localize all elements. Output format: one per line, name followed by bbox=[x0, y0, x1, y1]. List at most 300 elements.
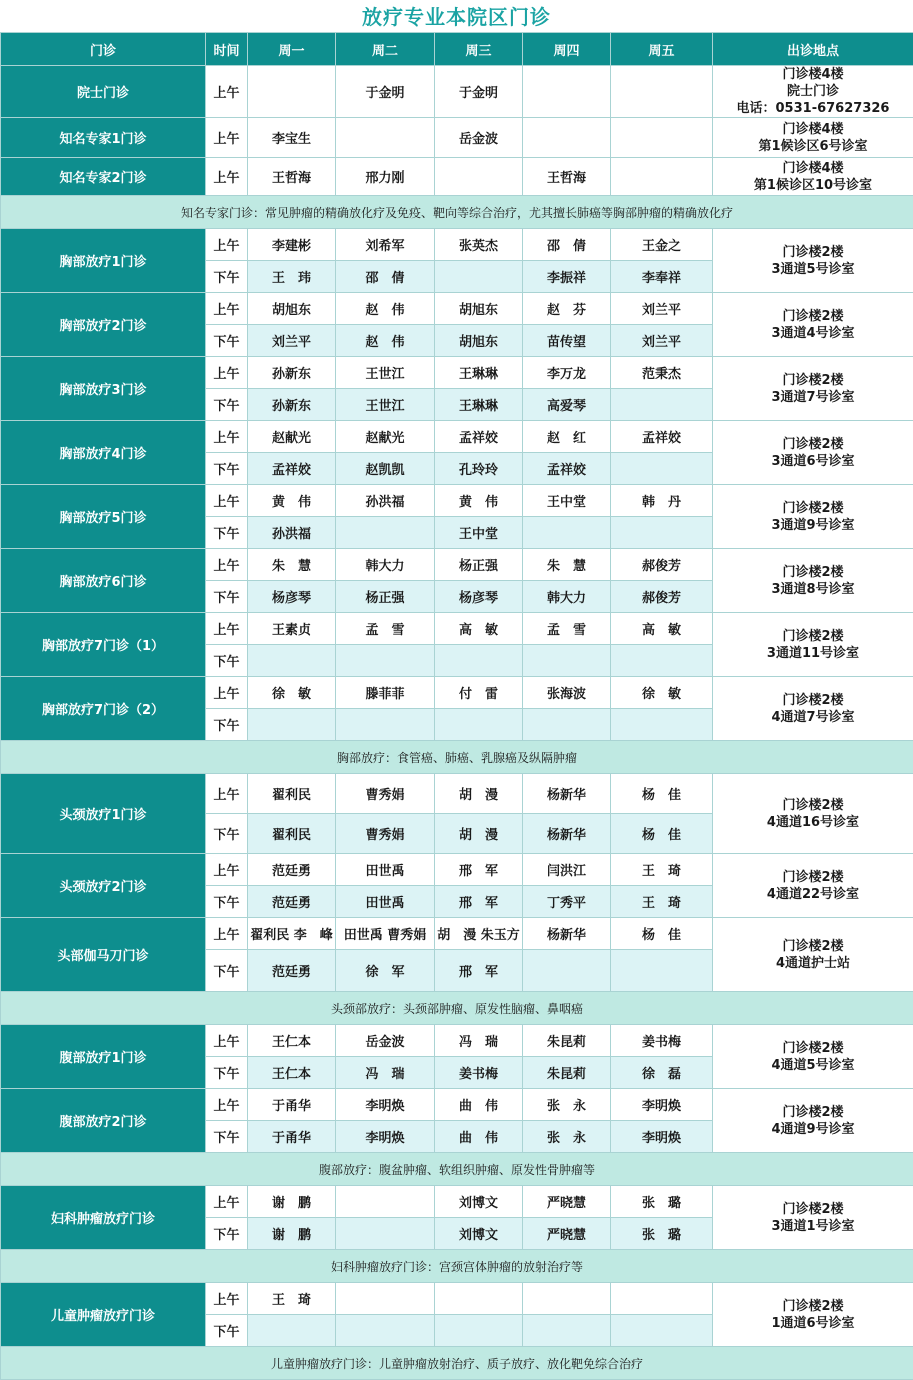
clinic-location bbox=[713, 549, 913, 613]
location-line: 4通道22号诊室 bbox=[713, 886, 913, 903]
session-time: 下午 bbox=[206, 950, 248, 992]
table-row bbox=[1, 229, 913, 261]
doctor-cell: 孙新东 bbox=[248, 357, 336, 389]
doctor-cell: 赵献光 bbox=[248, 421, 336, 453]
header-time: 时间 bbox=[206, 33, 248, 66]
doctor-cell bbox=[523, 950, 611, 992]
doctor-cell: 孟祥姣 bbox=[435, 421, 523, 453]
doctor-cell: 于金明 bbox=[336, 66, 435, 118]
doctor-cell: 杨新华 bbox=[523, 814, 611, 854]
doctor-cell: 刘兰平 bbox=[611, 293, 713, 325]
doctor-cell: 邢 军 bbox=[435, 950, 523, 992]
doctor-cell: 李明焕 bbox=[336, 1089, 435, 1121]
clinic-location bbox=[713, 854, 913, 918]
doctor-cell bbox=[611, 645, 713, 677]
doctor-cell: 王 琦 bbox=[248, 1283, 336, 1315]
location-line: 4通道护士站 bbox=[713, 955, 913, 972]
doctor-cell bbox=[523, 517, 611, 549]
doctor-cell: 丁秀平 bbox=[523, 886, 611, 918]
location-line: 3通道5号诊室 bbox=[713, 261, 913, 278]
session-time: 上午 bbox=[206, 918, 248, 950]
clinic-name: 胸部放疗7门诊（1） bbox=[1, 613, 206, 677]
location-line: 第1候诊区10号诊室 bbox=[713, 177, 913, 194]
doctor-cell: 姜书梅 bbox=[611, 1025, 713, 1057]
doctor-cell bbox=[611, 389, 713, 421]
clinic-location bbox=[713, 613, 913, 677]
header-clinic: 门诊 bbox=[1, 33, 206, 66]
table-row bbox=[1, 774, 913, 814]
clinic-name: 腹部放疗1门诊 bbox=[1, 1025, 206, 1089]
doctor-cell: 李万龙 bbox=[523, 357, 611, 389]
table-row bbox=[1, 293, 913, 325]
doctor-cell: 田世禹 bbox=[336, 854, 435, 886]
location-line: 门诊楼2楼 bbox=[713, 869, 913, 886]
doctor-cell: 高 敏 bbox=[611, 613, 713, 645]
doctor-cell bbox=[435, 645, 523, 677]
session-time: 上午 bbox=[206, 854, 248, 886]
doctor-cell: 闫洪江 bbox=[523, 854, 611, 886]
doctor-cell: 朱昆莉 bbox=[523, 1057, 611, 1089]
session-time: 上午 bbox=[206, 1283, 248, 1315]
location-line: 门诊楼2楼 bbox=[713, 500, 913, 517]
session-time: 上午 bbox=[206, 677, 248, 709]
table-row bbox=[1, 485, 913, 517]
doctor-cell: 邢 军 bbox=[435, 886, 523, 918]
location-line: 3通道6号诊室 bbox=[713, 453, 913, 470]
doctor-cell: 于甬华 bbox=[248, 1121, 336, 1153]
doctor-cell: 田世禹 bbox=[336, 886, 435, 918]
doctor-cell bbox=[611, 118, 713, 158]
session-time: 下午 bbox=[206, 389, 248, 421]
doctor-cell: 杨彦琴 bbox=[435, 581, 523, 613]
doctor-cell: 孟祥姣 bbox=[611, 421, 713, 453]
doctor-cell: 严晓慧 bbox=[523, 1218, 611, 1250]
doctor-cell bbox=[611, 66, 713, 118]
doctor-cell: 王素贞 bbox=[248, 613, 336, 645]
doctor-cell: 田世禹 曹秀娟 bbox=[336, 918, 435, 950]
doctor-cell bbox=[611, 1315, 713, 1347]
session-time: 下午 bbox=[206, 1057, 248, 1089]
doctor-cell bbox=[523, 66, 611, 118]
clinic-name: 胸部放疗2门诊 bbox=[1, 293, 206, 357]
session-time: 上午 bbox=[206, 421, 248, 453]
doctor-cell: 翟利民 bbox=[248, 814, 336, 854]
doctor-cell: 杨正强 bbox=[336, 581, 435, 613]
doctor-cell: 范廷勇 bbox=[248, 886, 336, 918]
doctor-cell: 胡 漫 bbox=[435, 814, 523, 854]
location-line: 3通道8号诊室 bbox=[713, 581, 913, 598]
clinic-name: 头颈放疗2门诊 bbox=[1, 854, 206, 918]
clinic-name: 头颈放疗1门诊 bbox=[1, 774, 206, 854]
doctor-cell: 刘博文 bbox=[435, 1218, 523, 1250]
doctor-cell: 赵凯凯 bbox=[336, 453, 435, 485]
doctor-cell: 杨彦琴 bbox=[248, 581, 336, 613]
clinic-location bbox=[713, 1283, 913, 1347]
table-row bbox=[1, 1025, 913, 1057]
doctor-cell: 徐 磊 bbox=[611, 1057, 713, 1089]
doctor-cell: 王中堂 bbox=[523, 485, 611, 517]
doctor-cell: 韩 丹 bbox=[611, 485, 713, 517]
category-note-row bbox=[1, 1153, 913, 1186]
doctor-cell: 王琳琳 bbox=[435, 357, 523, 389]
doctor-cell: 孟祥姣 bbox=[248, 453, 336, 485]
doctor-cell bbox=[248, 709, 336, 741]
category-note-row bbox=[1, 196, 913, 229]
doctor-cell: 曲 伟 bbox=[435, 1121, 523, 1153]
session-time: 下午 bbox=[206, 1218, 248, 1250]
location-line: 门诊楼2楼 bbox=[713, 372, 913, 389]
doctor-cell: 付 雷 bbox=[435, 677, 523, 709]
clinic-name: 腹部放疗2门诊 bbox=[1, 1089, 206, 1153]
doctor-cell: 王哲海 bbox=[523, 158, 611, 196]
doctor-cell: 朱昆莉 bbox=[523, 1025, 611, 1057]
header-row bbox=[1, 33, 913, 66]
session-time: 下午 bbox=[206, 325, 248, 357]
doctor-cell: 曹秀娟 bbox=[336, 814, 435, 854]
clinic-location bbox=[713, 1186, 913, 1250]
doctor-cell: 赵 伟 bbox=[336, 293, 435, 325]
doctor-cell: 王中堂 bbox=[435, 517, 523, 549]
location-line: 门诊楼2楼 bbox=[713, 244, 913, 261]
clinic-location bbox=[713, 421, 913, 485]
clinic-name: 头部伽马刀门诊 bbox=[1, 918, 206, 992]
doctor-cell: 李明焕 bbox=[336, 1121, 435, 1153]
doctor-cell bbox=[611, 517, 713, 549]
category-note-row bbox=[1, 741, 913, 774]
doctor-cell: 邵 倩 bbox=[336, 261, 435, 293]
doctor-cell bbox=[336, 709, 435, 741]
doctor-cell: 徐 敏 bbox=[611, 677, 713, 709]
category-note: 胸部放疗：食管癌、肺癌、乳腺癌及纵隔肿瘤 bbox=[1, 741, 913, 774]
location-line: 电话：0531-67627326 bbox=[713, 100, 913, 117]
location-line: 3通道7号诊室 bbox=[713, 389, 913, 406]
doctor-cell: 王 玮 bbox=[248, 261, 336, 293]
doctor-cell: 张海波 bbox=[523, 677, 611, 709]
clinic-name: 知名专家1门诊 bbox=[1, 118, 206, 158]
location-line: 1通道6号诊室 bbox=[713, 1315, 913, 1332]
clinic-name: 院士门诊 bbox=[1, 66, 206, 118]
doctor-cell: 李明焕 bbox=[611, 1089, 713, 1121]
doctor-cell: 王仁本 bbox=[248, 1057, 336, 1089]
session-time: 上午 bbox=[206, 66, 248, 118]
doctor-cell: 岳金波 bbox=[435, 118, 523, 158]
location-line: 3通道4号诊室 bbox=[713, 325, 913, 342]
table-row bbox=[1, 613, 913, 645]
doctor-cell bbox=[248, 66, 336, 118]
doctor-cell: 赵 芬 bbox=[523, 293, 611, 325]
location-line: 门诊楼2楼 bbox=[713, 628, 913, 645]
doctor-cell bbox=[336, 1186, 435, 1218]
doctor-cell: 徐 敏 bbox=[248, 677, 336, 709]
category-note: 腹部放疗：腹盆肿瘤、软组织肿瘤、原发性骨肿瘤等 bbox=[1, 1153, 913, 1186]
session-time: 下午 bbox=[206, 517, 248, 549]
table-row bbox=[1, 421, 913, 453]
doctor-cell bbox=[435, 261, 523, 293]
doctor-cell: 曲 伟 bbox=[435, 1089, 523, 1121]
location-line: 门诊楼2楼 bbox=[713, 1201, 913, 1218]
session-time: 下午 bbox=[206, 1121, 248, 1153]
location-line: 3通道11号诊室 bbox=[713, 645, 913, 662]
clinic-name: 胸部放疗6门诊 bbox=[1, 549, 206, 613]
doctor-cell: 冯 瑞 bbox=[336, 1057, 435, 1089]
doctor-cell: 刘兰平 bbox=[611, 325, 713, 357]
doctor-cell: 王哲海 bbox=[248, 158, 336, 196]
doctor-cell: 曹秀娟 bbox=[336, 774, 435, 814]
doctor-cell: 刘博文 bbox=[435, 1186, 523, 1218]
table-row bbox=[1, 918, 913, 950]
location-line: 门诊楼4楼 bbox=[713, 121, 913, 138]
doctor-cell bbox=[523, 645, 611, 677]
doctor-cell: 范廷勇 bbox=[248, 854, 336, 886]
clinic-name: 胸部放疗4门诊 bbox=[1, 421, 206, 485]
session-time: 下午 bbox=[206, 814, 248, 854]
doctor-cell: 张 璐 bbox=[611, 1186, 713, 1218]
clinic-location bbox=[713, 293, 913, 357]
doctor-cell: 韩大力 bbox=[523, 581, 611, 613]
doctor-cell: 邢 军 bbox=[435, 854, 523, 886]
doctor-cell: 徐 军 bbox=[336, 950, 435, 992]
category-note: 妇科肿瘤放疗门诊：宫颈宫体肿瘤的放射治疗等 bbox=[1, 1250, 913, 1283]
doctor-cell: 李奉祥 bbox=[611, 261, 713, 293]
doctor-cell: 于金明 bbox=[435, 66, 523, 118]
table-row bbox=[1, 158, 913, 196]
doctor-cell: 胡旭东 bbox=[435, 293, 523, 325]
doctor-cell: 姜书梅 bbox=[435, 1057, 523, 1089]
doctor-cell: 张 永 bbox=[523, 1089, 611, 1121]
doctor-cell: 胡 漫 bbox=[435, 774, 523, 814]
session-time: 下午 bbox=[206, 261, 248, 293]
clinic-location bbox=[713, 918, 913, 992]
doctor-cell: 朱 慧 bbox=[523, 549, 611, 581]
doctor-cell bbox=[523, 1283, 611, 1315]
location-line: 门诊楼2楼 bbox=[713, 1298, 913, 1315]
clinic-location bbox=[713, 158, 913, 196]
doctor-cell: 王 琦 bbox=[611, 886, 713, 918]
doctor-cell: 孟 雪 bbox=[336, 613, 435, 645]
clinic-location bbox=[713, 677, 913, 741]
doctor-cell: 郝俊芳 bbox=[611, 581, 713, 613]
header-thursday: 周四 bbox=[523, 33, 611, 66]
clinic-location bbox=[713, 774, 913, 854]
header-tuesday: 周二 bbox=[336, 33, 435, 66]
clinic-location bbox=[713, 357, 913, 421]
clinic-name: 儿童肿瘤放疗门诊 bbox=[1, 1283, 206, 1347]
location-line: 4通道16号诊室 bbox=[713, 814, 913, 831]
doctor-cell bbox=[611, 1283, 713, 1315]
doctor-cell: 刘希军 bbox=[336, 229, 435, 261]
table-row bbox=[1, 854, 913, 886]
session-time: 下午 bbox=[206, 709, 248, 741]
session-time: 下午 bbox=[206, 1315, 248, 1347]
doctor-cell: 朱 慧 bbox=[248, 549, 336, 581]
doctor-cell: 杨 佳 bbox=[611, 774, 713, 814]
location-line: 门诊楼2楼 bbox=[713, 308, 913, 325]
doctor-cell: 杨新华 bbox=[523, 918, 611, 950]
clinic-name: 胸部放疗1门诊 bbox=[1, 229, 206, 293]
doctor-cell: 滕菲菲 bbox=[336, 677, 435, 709]
doctor-cell bbox=[523, 1315, 611, 1347]
doctor-cell bbox=[336, 517, 435, 549]
doctor-cell: 孔玲玲 bbox=[435, 453, 523, 485]
category-note: 儿童肿瘤放疗门诊：儿童肿瘤放射治疗、质子放疗、放化靶免综合治疗 bbox=[1, 1347, 913, 1380]
clinic-name: 胸部放疗3门诊 bbox=[1, 357, 206, 421]
doctor-cell bbox=[611, 158, 713, 196]
session-time: 上午 bbox=[206, 118, 248, 158]
doctor-cell: 杨正强 bbox=[435, 549, 523, 581]
doctor-cell: 邵 倩 bbox=[523, 229, 611, 261]
doctor-cell bbox=[611, 709, 713, 741]
doctor-cell: 杨 佳 bbox=[611, 918, 713, 950]
clinic-name: 妇科肿瘤放疗门诊 bbox=[1, 1186, 206, 1250]
doctor-cell: 范廷勇 bbox=[248, 950, 336, 992]
session-time: 上午 bbox=[206, 357, 248, 389]
doctor-cell: 孙新东 bbox=[248, 389, 336, 421]
session-time: 下午 bbox=[206, 453, 248, 485]
clinic-location bbox=[713, 229, 913, 293]
page-title: 放疗专业本院区门诊 bbox=[0, 0, 913, 32]
doctor-cell: 杨新华 bbox=[523, 774, 611, 814]
location-line: 门诊楼2楼 bbox=[713, 564, 913, 581]
session-time: 上午 bbox=[206, 1025, 248, 1057]
doctor-cell bbox=[336, 1218, 435, 1250]
session-time: 上午 bbox=[206, 485, 248, 517]
category-note: 知名专家门诊：常见肿瘤的精确放化疗及免疫、靶向等综合治疗，尤其擅长肺癌等胸部肿瘤的精确放化疗 bbox=[1, 196, 913, 229]
doctor-cell: 李明焕 bbox=[611, 1121, 713, 1153]
schedule-table bbox=[0, 32, 913, 1380]
doctor-cell bbox=[336, 1315, 435, 1347]
doctor-cell: 孟祥姣 bbox=[523, 453, 611, 485]
location-line: 门诊楼4楼 bbox=[713, 160, 913, 177]
session-time: 上午 bbox=[206, 774, 248, 814]
doctor-cell: 高 敏 bbox=[435, 613, 523, 645]
location-line: 第1候诊区6号诊室 bbox=[713, 138, 913, 155]
doctor-cell bbox=[435, 1315, 523, 1347]
doctor-cell bbox=[611, 950, 713, 992]
session-time: 上午 bbox=[206, 229, 248, 261]
doctor-cell: 于甬华 bbox=[248, 1089, 336, 1121]
doctor-cell bbox=[336, 118, 435, 158]
doctor-cell: 王金之 bbox=[611, 229, 713, 261]
doctor-cell: 王琳琳 bbox=[435, 389, 523, 421]
session-time: 上午 bbox=[206, 549, 248, 581]
doctor-cell: 李振祥 bbox=[523, 261, 611, 293]
table-row bbox=[1, 357, 913, 389]
table-row bbox=[1, 549, 913, 581]
category-note-row bbox=[1, 1250, 913, 1283]
doctor-cell: 高爱琴 bbox=[523, 389, 611, 421]
clinic-name: 知名专家2门诊 bbox=[1, 158, 206, 196]
doctor-cell: 王仁本 bbox=[248, 1025, 336, 1057]
doctor-cell bbox=[611, 453, 713, 485]
location-line: 门诊楼2楼 bbox=[713, 797, 913, 814]
doctor-cell: 胡旭东 bbox=[435, 325, 523, 357]
location-line: 门诊楼2楼 bbox=[713, 1104, 913, 1121]
clinic-location bbox=[713, 1025, 913, 1089]
header-wednesday: 周三 bbox=[435, 33, 523, 66]
doctor-cell: 张 永 bbox=[523, 1121, 611, 1153]
doctor-cell bbox=[248, 1315, 336, 1347]
doctor-cell bbox=[336, 1283, 435, 1315]
location-line: 门诊楼2楼 bbox=[713, 692, 913, 709]
doctor-cell: 黄 伟 bbox=[435, 485, 523, 517]
doctor-cell: 王世江 bbox=[336, 357, 435, 389]
location-line: 门诊楼2楼 bbox=[713, 1040, 913, 1057]
clinic-location bbox=[713, 66, 913, 118]
doctor-cell: 张 璐 bbox=[611, 1218, 713, 1250]
table-row bbox=[1, 677, 913, 709]
doctor-cell bbox=[336, 645, 435, 677]
header-friday: 周五 bbox=[611, 33, 713, 66]
doctor-cell: 邢力刚 bbox=[336, 158, 435, 196]
header-location: 出诊地点 bbox=[713, 33, 913, 66]
category-note: 头颈部放疗：头颈部肿瘤、原发性脑瘤、鼻咽癌 bbox=[1, 992, 913, 1025]
doctor-cell bbox=[523, 118, 611, 158]
doctor-cell: 郝俊芳 bbox=[611, 549, 713, 581]
session-time: 下午 bbox=[206, 886, 248, 918]
doctor-cell: 谢 鹏 bbox=[248, 1218, 336, 1250]
doctor-cell: 冯 瑞 bbox=[435, 1025, 523, 1057]
doctor-cell: 范秉杰 bbox=[611, 357, 713, 389]
doctor-cell: 李建彬 bbox=[248, 229, 336, 261]
session-time: 上午 bbox=[206, 613, 248, 645]
doctor-cell: 苗传望 bbox=[523, 325, 611, 357]
location-line: 4通道9号诊室 bbox=[713, 1121, 913, 1138]
clinic-name: 胸部放疗5门诊 bbox=[1, 485, 206, 549]
doctor-cell: 胡 漫 朱玉方 bbox=[435, 918, 523, 950]
location-line: 4通道7号诊室 bbox=[713, 709, 913, 726]
table-row bbox=[1, 1089, 913, 1121]
doctor-cell bbox=[435, 709, 523, 741]
location-line: 院士门诊 bbox=[713, 83, 913, 100]
schedule-body bbox=[1, 66, 913, 1380]
doctor-cell: 王世江 bbox=[336, 389, 435, 421]
category-note-row bbox=[1, 1347, 913, 1380]
doctor-cell: 赵 伟 bbox=[336, 325, 435, 357]
doctor-cell: 严晓慧 bbox=[523, 1186, 611, 1218]
doctor-cell: 赵献光 bbox=[336, 421, 435, 453]
session-time: 下午 bbox=[206, 581, 248, 613]
table-row bbox=[1, 66, 913, 118]
table-row bbox=[1, 1186, 913, 1218]
category-note-row bbox=[1, 992, 913, 1025]
clinic-location bbox=[713, 485, 913, 549]
doctor-cell: 岳金波 bbox=[336, 1025, 435, 1057]
doctor-cell bbox=[435, 158, 523, 196]
clinic-location bbox=[713, 1089, 913, 1153]
doctor-cell bbox=[523, 709, 611, 741]
table-row bbox=[1, 118, 913, 158]
session-time: 上午 bbox=[206, 1089, 248, 1121]
doctor-cell: 孙洪福 bbox=[336, 485, 435, 517]
doctor-cell: 张英杰 bbox=[435, 229, 523, 261]
session-time: 上午 bbox=[206, 1186, 248, 1218]
doctor-cell bbox=[248, 645, 336, 677]
location-line: 3通道1号诊室 bbox=[713, 1218, 913, 1235]
clinic-name: 胸部放疗7门诊（2） bbox=[1, 677, 206, 741]
doctor-cell: 黄 伟 bbox=[248, 485, 336, 517]
location-line: 4通道5号诊室 bbox=[713, 1057, 913, 1074]
session-time: 上午 bbox=[206, 158, 248, 196]
location-line: 门诊楼2楼 bbox=[713, 436, 913, 453]
doctor-cell: 谢 鹏 bbox=[248, 1186, 336, 1218]
doctor-cell: 孟 雪 bbox=[523, 613, 611, 645]
header-monday: 周一 bbox=[248, 33, 336, 66]
clinic-location bbox=[713, 118, 913, 158]
table-row bbox=[1, 1283, 913, 1315]
location-line: 门诊楼2楼 bbox=[713, 938, 913, 955]
doctor-cell bbox=[435, 1283, 523, 1315]
session-time: 下午 bbox=[206, 645, 248, 677]
